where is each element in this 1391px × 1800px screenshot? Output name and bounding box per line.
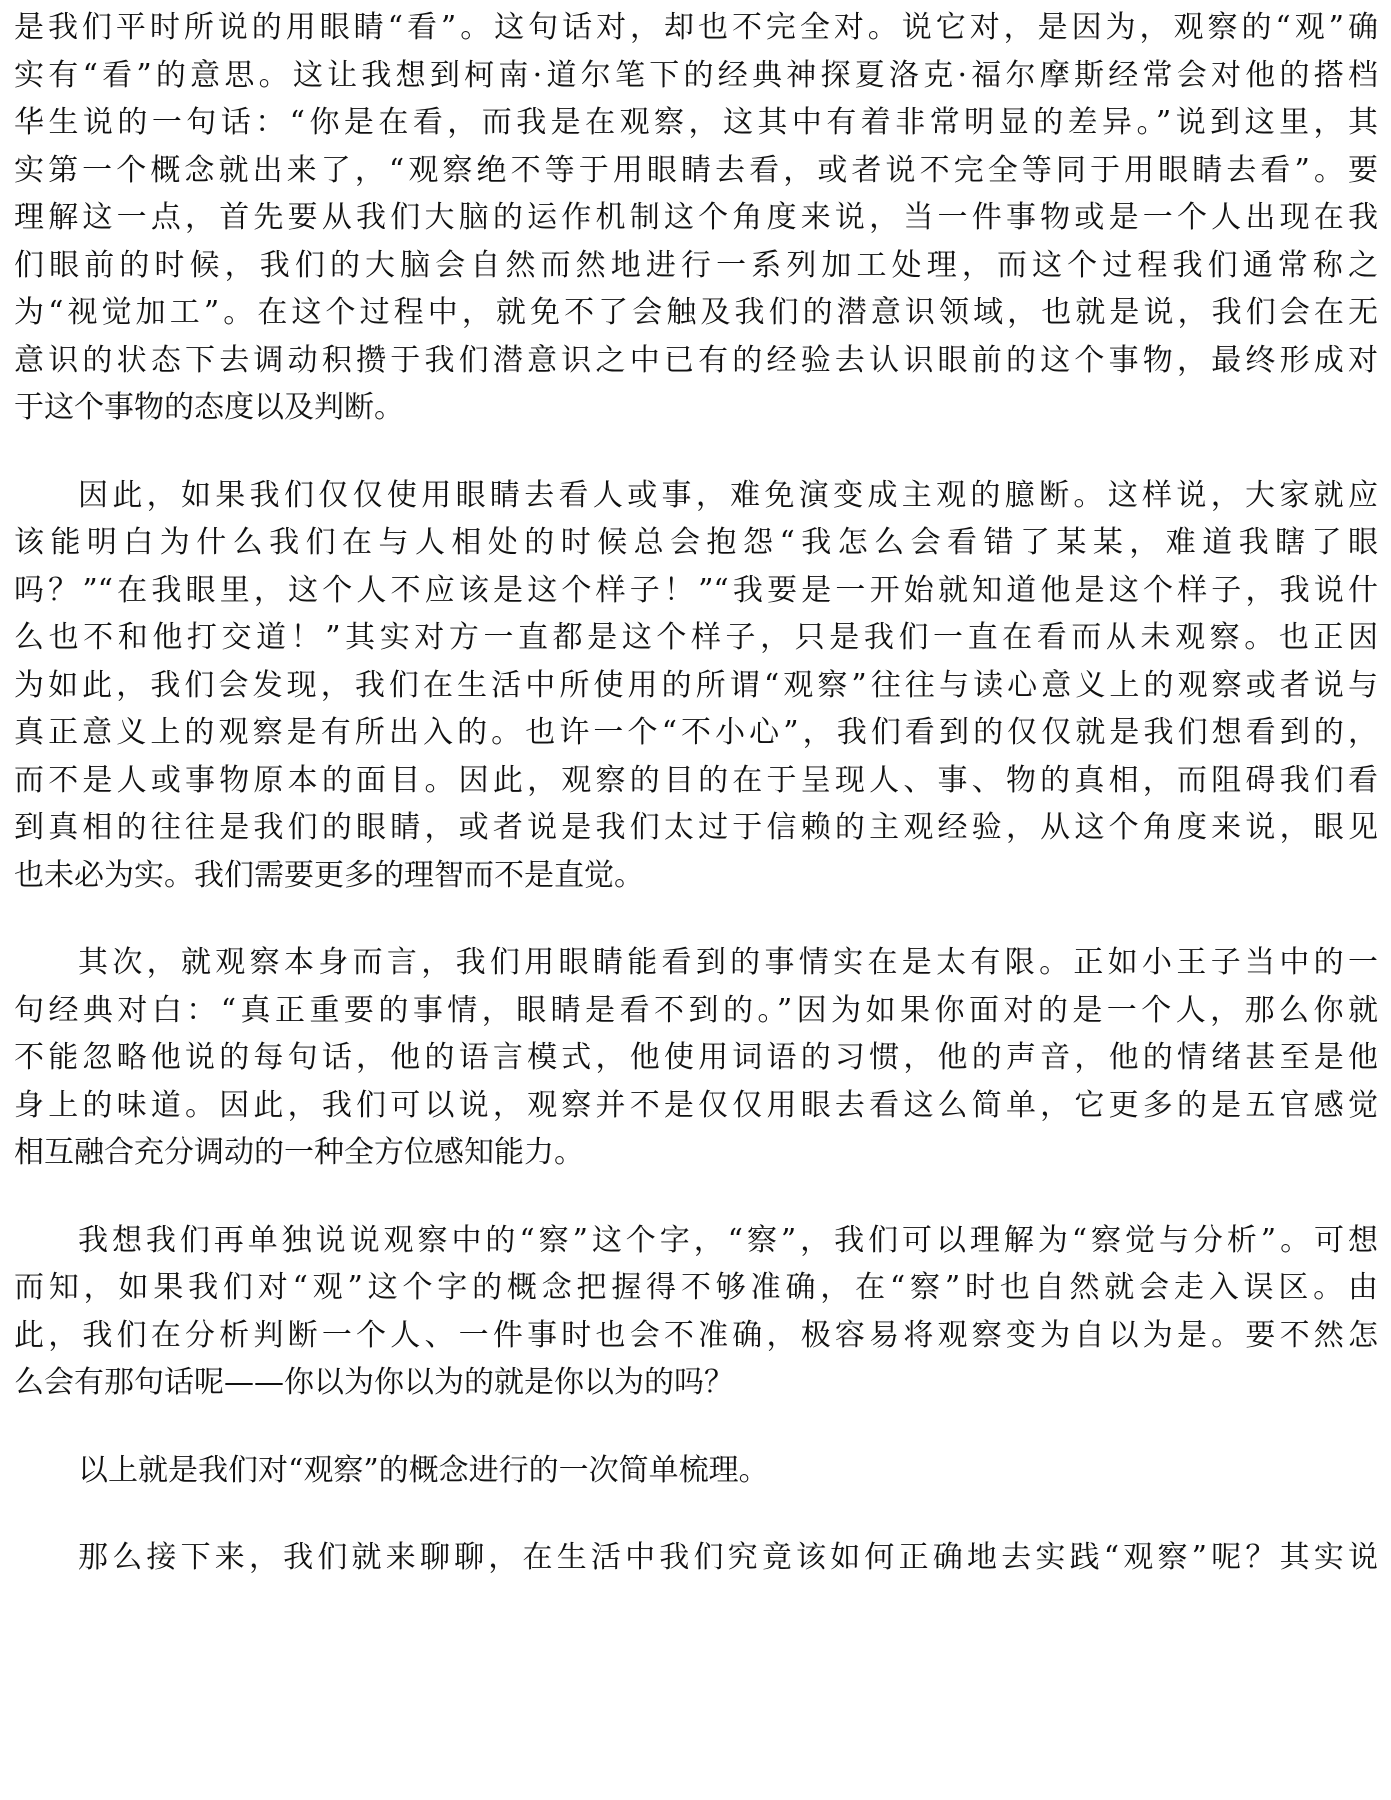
paragraph-5 xyxy=(14,1447,1378,1495)
paragraph-gap xyxy=(14,432,1378,472)
text-line: 那么接下来，我们就来聊聊，在生活中我们究竟该如何正确地去实践“观察”呢？其实说 xyxy=(78,1540,1378,1575)
paragraph-6 xyxy=(14,1534,1378,1582)
text-line: 吗？”“在我眼里，这个人不应该是这个样子！”“我要是一开始就知道他是这个样子，我说什 xyxy=(14,572,1378,608)
text-line: 句经典对白：“真正重要的事情，眼睛是看不到的。”因为如果你面对的是一个人，那么你就 xyxy=(14,992,1378,1028)
text-line: 么也不和他打交道！”其实对方一直都是这个样子，只是我们一直在看而从未观察。也正因 xyxy=(14,620,1378,655)
paragraph-gap xyxy=(14,899,1378,939)
text-line: 而知，如果我们对“观”这个字的概念把握得不够准确，在“察”时也自然就会走入误区。由 xyxy=(14,1270,1378,1305)
text-line: 也未必为实。我们需要更多的理智而不是直觉。 xyxy=(14,857,644,893)
text-line: 理解这一点，首先要从我们大脑的运作机制这个角度来说，当一件事物或是一个人出现在我 xyxy=(14,200,1378,235)
text-line: 因此，如果我们仅仅使用眼睛去看人或事，难免演变成主观的臆断。这样说，大家就应 xyxy=(78,477,1378,513)
text-line: 此，我们在分析判断一个人、一件事时也会不准确，极容易将观察变为自以为是。要不然怎 xyxy=(14,1317,1378,1353)
text-line: 么会有那句话呢——你以为你以为的就是你以为的吗？ xyxy=(14,1365,734,1400)
text-line: 不能忽略他说的每句话，他的语言模式，他使用词语的习惯，他的声音，他的情绪甚至是他 xyxy=(14,1040,1378,1075)
paragraph-3 xyxy=(14,939,1378,1177)
paragraph-4 xyxy=(14,1217,1378,1407)
text-line: 华生说的一句话：“你是在看，而我是在观察，这其中有着非常明显的差异。”说到这里，其 xyxy=(14,105,1378,140)
text-line: 意识的状态下去调动积攒于我们潜意识之中已有的经验去认识眼前的这个事物，最终形成对 xyxy=(14,342,1378,378)
paragraph-gap xyxy=(14,1407,1378,1447)
text-line: 而不是人或事物原本的面目。因此，观察的目的在于呈现人、事、物的真相，而阻碍我们看 xyxy=(14,762,1378,798)
text-line: 相互融合充分调动的一种全方位感知能力。 xyxy=(14,1135,584,1170)
text-line: 实第一个概念就出来了，“观察绝不等于用眼睛去看，或者说不完全等同于用眼睛去看”。要 xyxy=(14,152,1378,188)
paragraph-gap xyxy=(14,1177,1378,1217)
paragraph-gap xyxy=(14,1494,1378,1534)
text-line: 于这个事物的态度以及判断。 xyxy=(14,390,404,425)
paragraph-1 xyxy=(14,4,1378,432)
text-line: 以上就是我们对“观察”的概念进行的一次简单梳理。 xyxy=(78,1452,769,1488)
text-line: 我想我们再单独说说观察中的“察”这个字，“察”，我们可以理解为“察觉与分析”。可想 xyxy=(78,1222,1378,1258)
text-line: 其次，就观察本身而言，我们用眼睛能看到的事情实在是太有限。正如小王子当中的一 xyxy=(78,945,1378,980)
text-line: 为如此，我们会发现，我们在生活中所使用的所谓“观察”往往与读心意义上的观察或者说与 xyxy=(14,667,1378,703)
text-line: 实有“看”的意思。这让我想到柯南·道尔笔下的经典神探夏洛克·福尔摩斯经常会对他的搭档 xyxy=(14,57,1378,93)
text-line: 是我们平时所说的用眼睛“看”。这句话对，却也不完全对。说它对，是因为，观察的“观”确 xyxy=(14,10,1378,45)
text-line: 身上的味道。因此，我们可以说，观察并不是仅仅用眼去看这么简单，它更多的是五官感觉 xyxy=(14,1087,1378,1123)
text-line: 真正意义上的观察是有所出入的。也许一个“不小心”，我们看到的仅仅就是我们想看到的， xyxy=(14,715,1378,750)
text-line: 们眼前的时候，我们的大脑会自然而然地进行一系列加工处理，而这个过程我们通常称之 xyxy=(14,247,1378,283)
text-line: 为“视觉加工”。在这个过程中，就免不了会触及我们的潜意识领域，也就是说，我们会在无 xyxy=(14,295,1378,330)
paragraph-2 xyxy=(14,472,1378,900)
document-page xyxy=(14,0,1378,1800)
text-line: 到真相的往往是我们的眼睛，或者说是我们太过于信赖的主观经验，从这个角度来说，眼见 xyxy=(14,810,1378,845)
text-line: 该能明白为什么我们在与人相处的时候总会抱怨“我怎么会看错了某某，难道我瞎了眼 xyxy=(14,525,1378,560)
